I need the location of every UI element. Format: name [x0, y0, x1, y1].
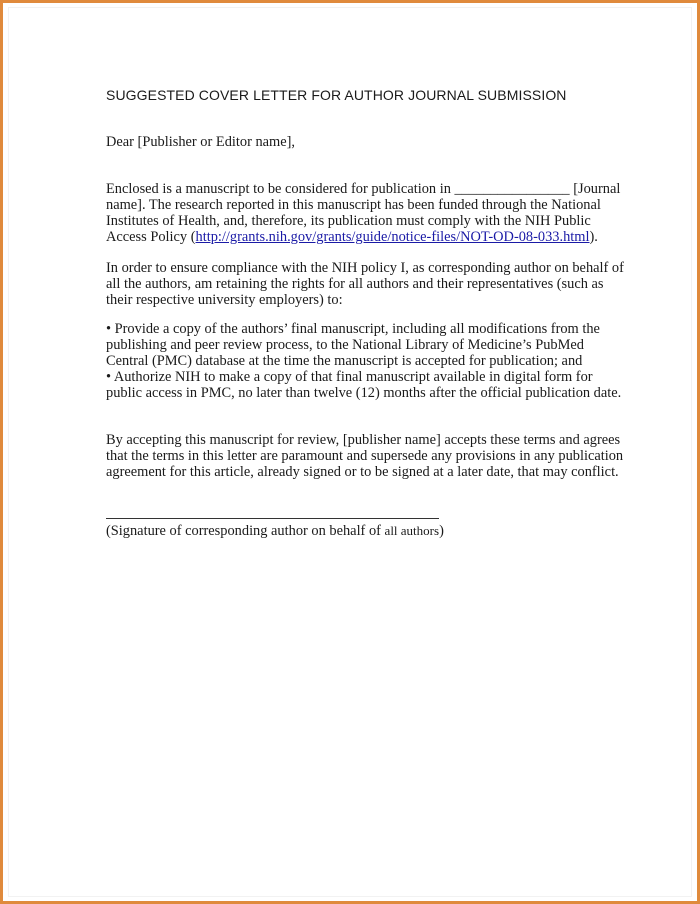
para1-line4-post: ). [589, 229, 598, 245]
signature-caption-small: all authors [384, 523, 440, 538]
para3-line2: that the terms in this letter are paramount and supersede any provisions in any publication [106, 448, 624, 464]
para1-line4 [106, 229, 598, 246]
bullet1-line1: • Provide a copy of the authors’ final manuscript, including all modifications from the [106, 321, 600, 337]
para2-line1: In order to ensure compliance with the NIH policy I, as corresponding author on behalf of [106, 260, 624, 276]
nih-policy-link[interactable]: http://grants.nih.gov/grants/guide/notice-files/NOT-OD-08-033.html [195, 229, 590, 245]
bullet1-line3: Central (PMC) database at the time the manuscript is accepted for publication; and [106, 353, 583, 369]
signature-caption-pre: (Signature of corresponding author on behalf of [106, 523, 385, 539]
salutation: Dear [Publisher or Editor name], [106, 134, 296, 150]
para1-line2: name]. The research reported in this manuscript has been funded through the National [106, 197, 601, 213]
para3-line1: By accepting this manuscript for review, [publisher name] accepts these terms and agrees [106, 432, 621, 448]
signature-caption [106, 523, 444, 540]
signature-caption-post: ) [439, 523, 444, 539]
para1-line4-pre: Access Policy ( [106, 229, 196, 245]
para1-line3: Institutes of Health, and, therefore, its publication must comply with the NIH Public [106, 213, 591, 229]
para2-line2: all the authors, am retaining the rights for all authors and their representatives (such as [106, 276, 604, 292]
signature-line [106, 518, 439, 519]
para3-line3: agreement for this article, already signed or to be signed at a later date, that may conflict. [106, 464, 619, 480]
bullet1-line2: publishing and peer review process, to the National Library of Medicine’s PubMed [106, 337, 584, 353]
para2-line3: their respective university employers) to: [106, 292, 343, 308]
document-title: SUGGESTED COVER LETTER FOR AUTHOR JOURNAL SUBMISSION [106, 87, 567, 103]
bullet2-line1: • Authorize NIH to make a copy of that final manuscript available in digital form for [106, 369, 593, 385]
bullet2-line2: public access in PMC, no later than twelve (12) months after the official publication date. [106, 385, 622, 401]
para1-line1: Enclosed is a manuscript to be considered for publication in ________________ [Journal [106, 181, 621, 197]
